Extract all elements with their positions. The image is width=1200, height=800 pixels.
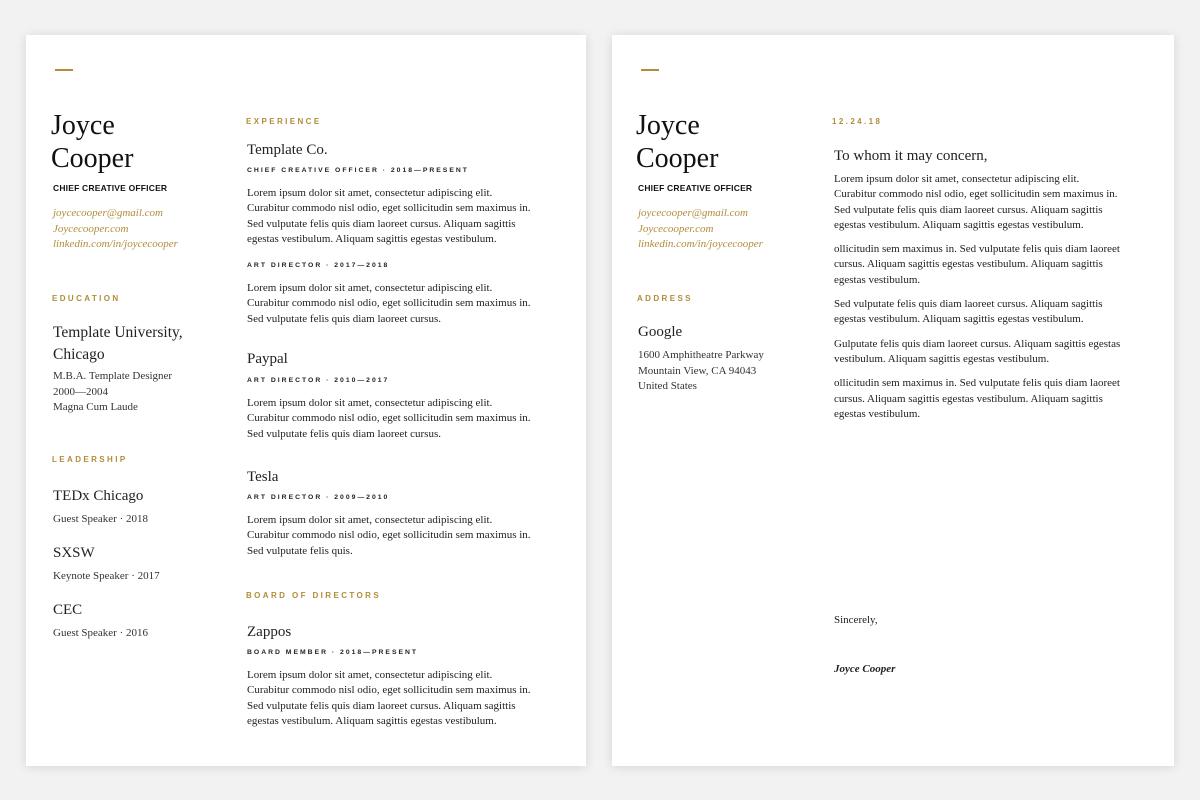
leadership-label: LEADERSHIP xyxy=(52,455,128,464)
job-description xyxy=(247,396,531,442)
text-line: Sed vulputate felis quis diam laoreet cursus. Aliquam sagittis xyxy=(834,298,1103,311)
school-line: Template University, xyxy=(53,324,183,341)
email-link[interactable]: joycecooper@gmail.com xyxy=(53,207,163,219)
leadership-item-detail: Guest Speaker · 2018 xyxy=(53,513,149,525)
letter-greeting: To whom it may concern, xyxy=(834,148,988,164)
years: 2000—2004 xyxy=(53,385,108,398)
experience-label: EXPERIENCE xyxy=(246,117,322,126)
text-line: egestas vestibulum. Aliquam sagittis egestas vestibulum. xyxy=(247,232,497,245)
letter-paragraph xyxy=(834,297,1154,328)
cover-letter-page xyxy=(612,35,1174,766)
education-school xyxy=(53,322,183,366)
text-line: Curabitur commodo nisl odio, eget sollicitudin sem maximus in. xyxy=(247,529,531,542)
letter-paragraph xyxy=(834,242,1154,288)
board-label: BOARD OF DIRECTORS xyxy=(246,591,382,600)
website-link[interactable]: Joycecooper.com xyxy=(638,222,714,235)
letter-name xyxy=(636,109,718,175)
job-role: BOARD MEMBER · 2018—PRESENT xyxy=(247,649,419,656)
recipient-company: Google xyxy=(638,324,683,340)
company-name: Paypal xyxy=(247,351,288,367)
address-line: United States xyxy=(638,380,697,392)
letter-contact xyxy=(638,206,763,253)
leadership-item-name: TEDx Chicago xyxy=(53,488,144,504)
text-line: Lorem ipsum dolor sit amet, consectetur adipiscing elit. xyxy=(834,173,1080,185)
job-description xyxy=(247,281,531,327)
text-line: ollicitudin sem maximus in. Sed vulputate felis quis diam laoreet xyxy=(834,377,1120,390)
job-description xyxy=(247,513,531,559)
company-name: Zappos xyxy=(247,624,292,640)
linkedin-link[interactable]: linkedin.com/in/joycecooper xyxy=(638,238,763,251)
accent-dash xyxy=(55,69,73,71)
company-name: Tesla xyxy=(247,469,279,485)
letter-body xyxy=(834,172,1154,431)
text-line: Curabitur commodo nisl odio, eget sollicitudin sem maximus in. xyxy=(247,297,531,310)
leadership-item-detail: Guest Speaker · 2016 xyxy=(53,627,149,639)
text-line: Sed vulputate felis quis. xyxy=(247,544,353,557)
school-line: Chicago xyxy=(53,346,105,363)
job-description xyxy=(247,186,531,247)
degree: M.B.A. Template Designer xyxy=(53,370,173,382)
text-line: Lorem ipsum dolor sit amet, consectetur adipiscing elit. xyxy=(247,669,493,681)
letter-role: CHIEF CREATIVE OFFICER xyxy=(638,183,753,193)
leadership-item-name: SXSW xyxy=(53,545,95,561)
email-link[interactable]: joycecooper@gmail.com xyxy=(638,207,748,219)
text-line: egestas vestibulum. xyxy=(834,407,921,420)
website-link[interactable]: Joycecooper.com xyxy=(53,222,129,235)
letter-signature: Joyce Cooper xyxy=(834,663,896,675)
text-line: egestas vestibulum. Aliquam sagittis egestas vestibulum. xyxy=(247,714,497,727)
address-line: 1600 Amphitheatre Parkway xyxy=(638,349,764,361)
linkedin-link[interactable]: linkedin.com/in/joycecooper xyxy=(53,238,178,251)
text-line: cursus. Aliquam sagittis egestas vestibulum. Aliquam sagittis xyxy=(834,392,1103,405)
resume-page xyxy=(26,35,586,766)
text-line: egestas vestibulum. Aliquam sagittis egestas vestibulum. xyxy=(834,218,1084,231)
name-last: Cooper xyxy=(51,143,134,174)
text-line: Sed vulputate felis quis diam laoreet cursus. Aliquam sagittis xyxy=(834,203,1103,216)
resume-role: CHIEF CREATIVE OFFICER xyxy=(53,183,168,193)
leadership-item-detail: Keynote Speaker · 2017 xyxy=(53,570,160,582)
name-first: Joyce xyxy=(51,110,115,141)
text-line: vestibulum. Aliquam sagittis egestas vestibulum. xyxy=(834,352,1050,365)
name-first: Joyce xyxy=(636,110,700,141)
name-last: Cooper xyxy=(636,143,719,174)
text-line: Lorem ipsum dolor sit amet, consectetur adipiscing elit. xyxy=(247,282,493,294)
text-line: Gulputate felis quis diam laoreet cursus. Aliquam sagittis egestas xyxy=(834,337,1121,350)
text-line: Sed vulputate felis quis diam laoreet cursus. xyxy=(247,427,441,440)
text-line: egestas vestibulum. Aliquam sagittis egestas vestibulum. xyxy=(834,313,1084,326)
resume-name xyxy=(51,109,133,175)
job-role: ART DIRECTOR · 2009—2010 xyxy=(247,494,390,501)
text-line: Lorem ipsum dolor sit amet, consectetur adipiscing elit. xyxy=(247,514,493,526)
education-details xyxy=(53,369,172,416)
text-line: Curabitur commodo nisl odio, eget sollicitudin sem maximus in. xyxy=(834,188,1118,201)
text-line: ollicitudin sem maximus in. Sed vulputate felis quis diam laoreet xyxy=(834,243,1120,256)
text-line: egestas vestibulum. xyxy=(834,273,921,286)
text-line: cursus. Aliquam sagittis egestas vestibulum. Aliquam sagittis xyxy=(834,258,1103,271)
recipient-address xyxy=(638,348,764,395)
letter-closing: Sincerely, xyxy=(834,614,878,626)
text-line: Sed vulputate felis quis diam laoreet cursus. Aliquam sagittis xyxy=(247,699,516,712)
leadership-item-name: CEC xyxy=(53,602,83,618)
board-description xyxy=(247,668,531,729)
text-line: Lorem ipsum dolor sit amet, consectetur adipiscing elit. xyxy=(247,397,493,409)
letter-date: 12.24.18 xyxy=(832,117,883,126)
text-line: Curabitur commodo nisl odio, eget sollicitudin sem maximus in. xyxy=(247,412,531,425)
education-label: EDUCATION xyxy=(52,294,121,303)
job-role: CHIEF CREATIVE OFFICER · 2018—PRESENT xyxy=(247,167,469,174)
address-line: Mountain View, CA 94043 xyxy=(638,364,757,377)
text-line: Curabitur commodo nisl odio, eget sollicitudin sem maximus in. xyxy=(247,684,531,697)
honors: Magna Cum Laude xyxy=(53,401,138,413)
text-line: Sed vulputate felis quis diam laoreet cursus. xyxy=(247,312,441,325)
letter-paragraph xyxy=(834,172,1154,233)
text-line: Sed vulputate felis quis diam laoreet cursus. Aliquam sagittis xyxy=(247,217,516,230)
accent-dash xyxy=(641,69,659,71)
letter-paragraph xyxy=(834,337,1154,368)
text-line: Lorem ipsum dolor sit amet, consectetur adipiscing elit. xyxy=(247,187,493,199)
company-name: Template Co. xyxy=(247,142,328,158)
job-role: ART DIRECTOR · 2010—2017 xyxy=(247,377,390,384)
letter-paragraph xyxy=(834,376,1154,422)
job-role: ART DIRECTOR · 2017—2018 xyxy=(247,262,390,269)
text-line: Curabitur commodo nisl odio, eget sollicitudin sem maximus in. xyxy=(247,202,531,215)
resume-contact xyxy=(53,206,178,253)
address-label: ADDRESS xyxy=(637,294,693,303)
